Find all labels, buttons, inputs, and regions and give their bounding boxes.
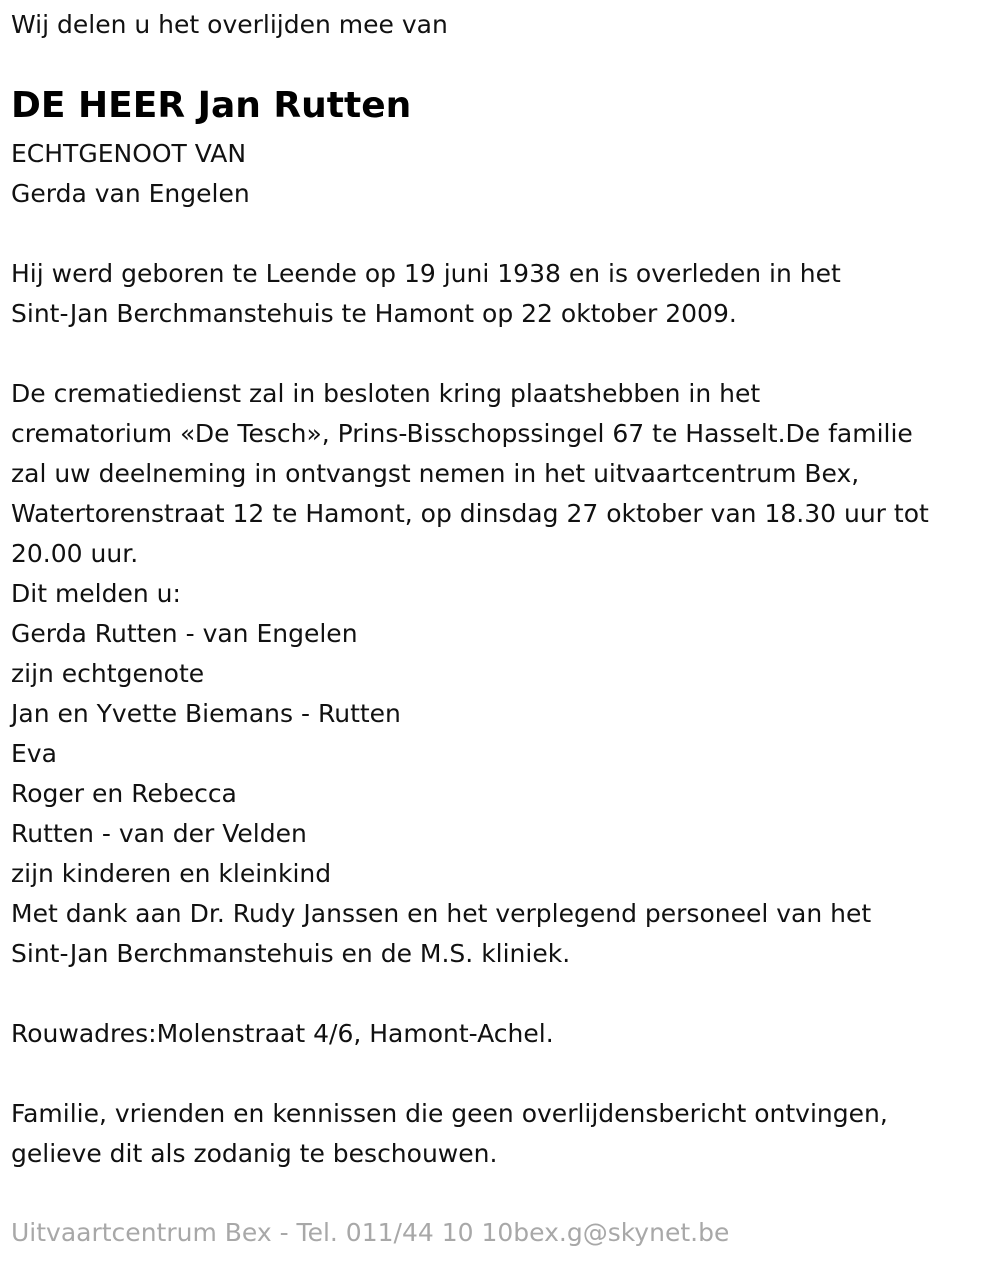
ceremony-line: zal uw deelneming in ontvangst nemen in het uitvaartcentrum Bex,: [11, 459, 860, 488]
ceremony-line: 20.00 uur.: [11, 539, 139, 568]
family-line: Jan en Yvette Biemans - Rutten: [11, 699, 401, 728]
footer-contact: Uitvaartcentrum Bex - Tel. 011/44 10 10bex.g@skynet.be: [11, 1218, 730, 1247]
ceremony-line: De crematiedienst zal in besloten kring plaatshebben in het: [11, 379, 761, 408]
spouse-label: ECHTGENOOT VAN: [11, 139, 247, 168]
notice-line: Familie, vrienden en kennissen die geen overlijdensbericht ontvingen,: [11, 1099, 888, 1128]
birth-death-line: Hij werd geboren te Leende op 19 juni 1938 en is overleden in het: [11, 259, 841, 288]
family-line: Met dank aan Dr. Rudy Janssen en het verplegend personeel van het: [11, 899, 872, 928]
family-line: Roger en Rebecca: [11, 779, 237, 808]
family-line: Gerda Rutten - van Engelen: [11, 619, 358, 648]
intro-text: Wij delen u het overlijden mee van: [11, 10, 448, 39]
family-line: zijn kinderen en kleinkind: [11, 859, 332, 888]
birth-death-line: Sint-Jan Berchmanstehuis te Hamont op 22 oktober 2009.: [11, 299, 737, 328]
family-line: Dit melden u:: [11, 579, 181, 608]
ceremony-line: crematorium «De Tesch», Prins-Bisschopssingel 67 te Hasselt.De familie: [11, 419, 913, 448]
spouse-name: Gerda van Engelen: [11, 179, 250, 208]
family-line: Rutten - van der Velden: [11, 819, 307, 848]
notice-line: gelieve dit als zodanig te beschouwen.: [11, 1139, 498, 1168]
ceremony-line: Watertorenstraat 12 te Hamont, op dinsdag 27 oktober van 18.30 uur tot: [11, 499, 929, 528]
family-line: Eva: [11, 739, 57, 768]
address-line: Rouwadres:Molenstraat 4/6, Hamont-Achel.: [11, 1019, 554, 1048]
family-line: Sint-Jan Berchmanstehuis en de M.S. kliniek.: [11, 939, 571, 968]
family-line: zijn echtgenote: [11, 659, 205, 688]
deceased-name: DE HEER Jan Rutten: [11, 85, 412, 126]
